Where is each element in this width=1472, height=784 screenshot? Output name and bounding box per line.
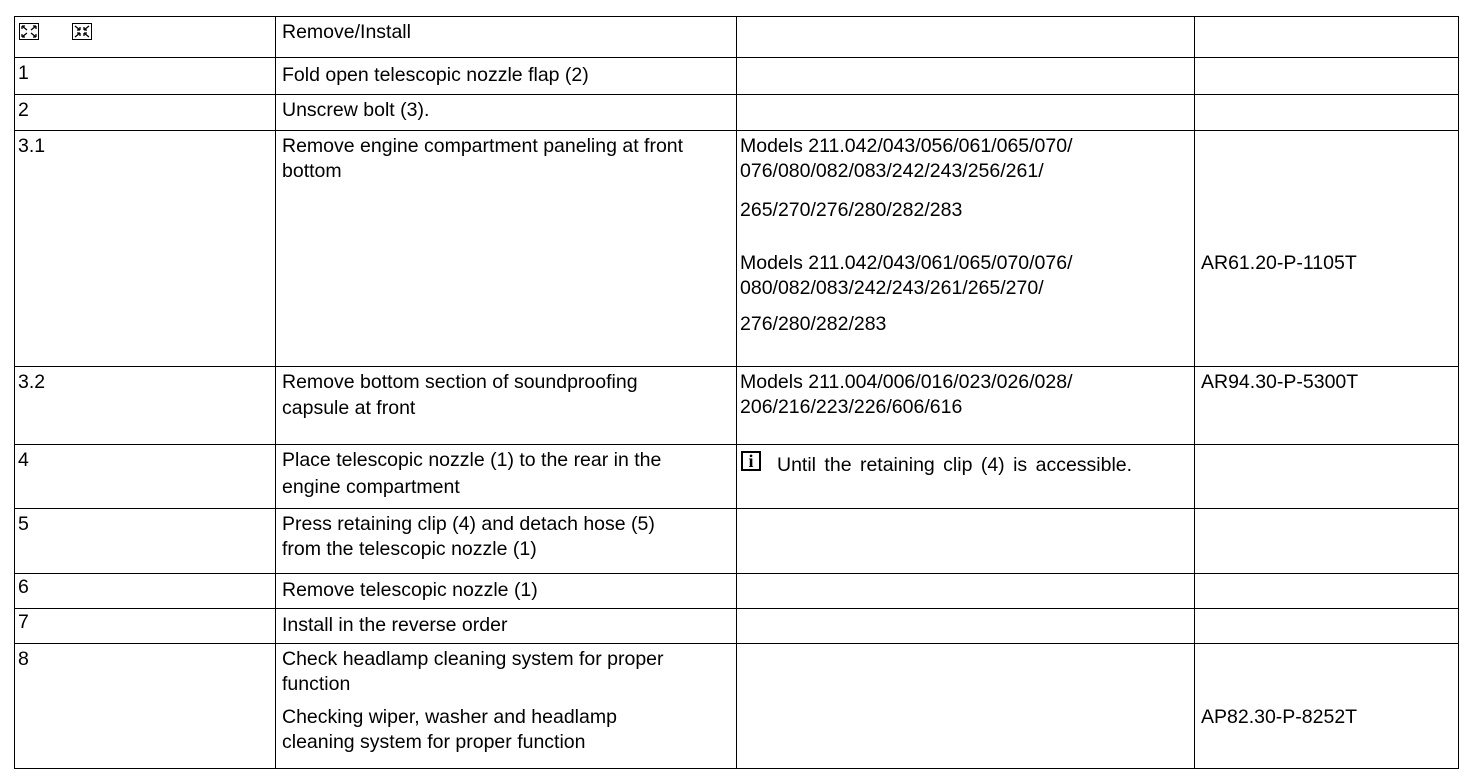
table-row	[14, 608, 1459, 644]
step-action-line: engine compartment	[282, 476, 460, 498]
header-empty-cell	[736, 16, 1195, 58]
step-ref-cell	[1194, 94, 1459, 131]
step-number-cell	[14, 643, 276, 769]
table-row	[14, 366, 1459, 445]
step-action-cell	[275, 608, 737, 644]
step-action-cell	[275, 573, 737, 609]
header-title: Remove/Install	[282, 21, 411, 43]
step-note-cell	[736, 130, 1195, 367]
model-note-line: Models 211.042/043/061/065/070/076/	[740, 252, 1073, 274]
step-note-cell	[736, 508, 1195, 574]
step-sub-action-line: cleaning system for proper function	[282, 731, 586, 753]
model-note-line: 076/080/082/083/242/243/256/261/	[740, 160, 1044, 182]
step-action-line: function	[282, 673, 351, 695]
table-row	[14, 444, 1459, 509]
collapse-icon[interactable]	[72, 23, 92, 40]
model-note-line: 080/082/083/242/243/261/265/270/	[740, 277, 1044, 299]
step-action-line: capsule at front	[282, 397, 416, 419]
step-number: 7	[18, 611, 29, 633]
reference-link[interactable]: AR61.20-P-1105T	[1201, 252, 1357, 274]
step-ref-cell	[1194, 608, 1459, 644]
step-number: 2	[18, 99, 29, 121]
step-number: 5	[18, 513, 29, 535]
expand-icon[interactable]	[19, 23, 39, 40]
step-number-cell	[14, 573, 276, 609]
step-ref-cell	[1194, 643, 1459, 769]
step-ref-cell	[1194, 57, 1459, 95]
step-number-cell	[14, 366, 276, 445]
step-action-line: Remove bottom section of soundproofing	[282, 371, 638, 393]
step-number-cell	[14, 608, 276, 644]
table-row	[14, 130, 1459, 367]
step-action: Unscrew bolt (3).	[282, 99, 430, 121]
step-number-cell	[14, 57, 276, 95]
step-number-cell	[14, 508, 276, 574]
step-action-line: bottom	[282, 160, 342, 182]
step-note-cell	[736, 444, 1195, 509]
header-title-cell	[275, 16, 737, 58]
procedure-table	[14, 16, 1459, 769]
model-note-line: 276/280/282/283	[740, 313, 887, 335]
step-ref-cell	[1194, 366, 1459, 445]
model-note-line: Models 211.004/006/016/023/026/028/	[740, 371, 1073, 393]
table-row	[14, 57, 1459, 95]
step-number-cell	[14, 94, 276, 131]
step-action-line: Press retaining clip (4) and detach hose (5)	[282, 513, 655, 535]
step-note-cell	[736, 573, 1195, 609]
step-ref-cell	[1194, 444, 1459, 509]
step-number: 6	[18, 576, 29, 598]
step-note-cell	[736, 608, 1195, 644]
step-action-cell	[275, 508, 737, 574]
model-note-line: Models 211.042/043/056/061/065/070/	[740, 135, 1073, 157]
step-note-cell	[736, 94, 1195, 131]
step-number: 8	[18, 648, 29, 670]
table-row	[14, 94, 1459, 131]
step-action-cell	[275, 444, 737, 509]
step-action-cell	[275, 130, 737, 367]
step-action-cell	[275, 94, 737, 131]
step-action-cell	[275, 57, 737, 95]
header-empty-cell	[1194, 16, 1459, 58]
model-note-line: 206/216/223/226/606/616	[740, 396, 963, 418]
step-note-cell	[736, 643, 1195, 769]
step-ref-cell	[1194, 573, 1459, 609]
step-number-cell	[14, 444, 276, 509]
step-sub-action-line: Checking wiper, washer and headlamp	[282, 706, 617, 728]
step-ref-cell	[1194, 508, 1459, 574]
step-action: Remove telescopic nozzle (1)	[282, 579, 538, 601]
info-icon: i	[741, 449, 761, 474]
step-number: 4	[18, 449, 29, 471]
step-action: Install in the reverse order	[282, 614, 508, 636]
header-icons-cell	[14, 16, 276, 58]
step-number-cell	[14, 130, 276, 367]
step-action-line: Check headlamp cleaning system for proper	[282, 648, 664, 670]
step-number: 3.1	[18, 135, 46, 157]
step-action-line: from the telescopic nozzle (1)	[282, 538, 537, 560]
reference-link[interactable]: AR94.30-P-5300T	[1201, 371, 1359, 393]
step-number: 1	[18, 62, 29, 84]
step-action-line: Place telescopic nozzle (1) to the rear in the	[282, 449, 662, 471]
step-action-line: Remove engine compartment paneling at front	[282, 135, 684, 157]
step-action-cell	[275, 366, 737, 445]
table-row	[14, 573, 1459, 609]
info-note: Until the retaining clip (4) is accessible.	[777, 454, 1133, 476]
table-row	[14, 643, 1459, 769]
model-note-line: 265/270/276/280/282/283	[740, 199, 963, 221]
table-header-row	[14, 16, 1459, 58]
step-number: 3.2	[18, 371, 46, 393]
step-note-cell	[736, 57, 1195, 95]
step-ref-cell	[1194, 130, 1459, 367]
step-action: Fold open telescopic nozzle flap (2)	[282, 64, 589, 86]
reference-link[interactable]: AP82.30-P-8252T	[1201, 706, 1358, 728]
table-row	[14, 508, 1459, 574]
step-note-cell	[736, 366, 1195, 445]
step-action-cell	[275, 643, 737, 769]
